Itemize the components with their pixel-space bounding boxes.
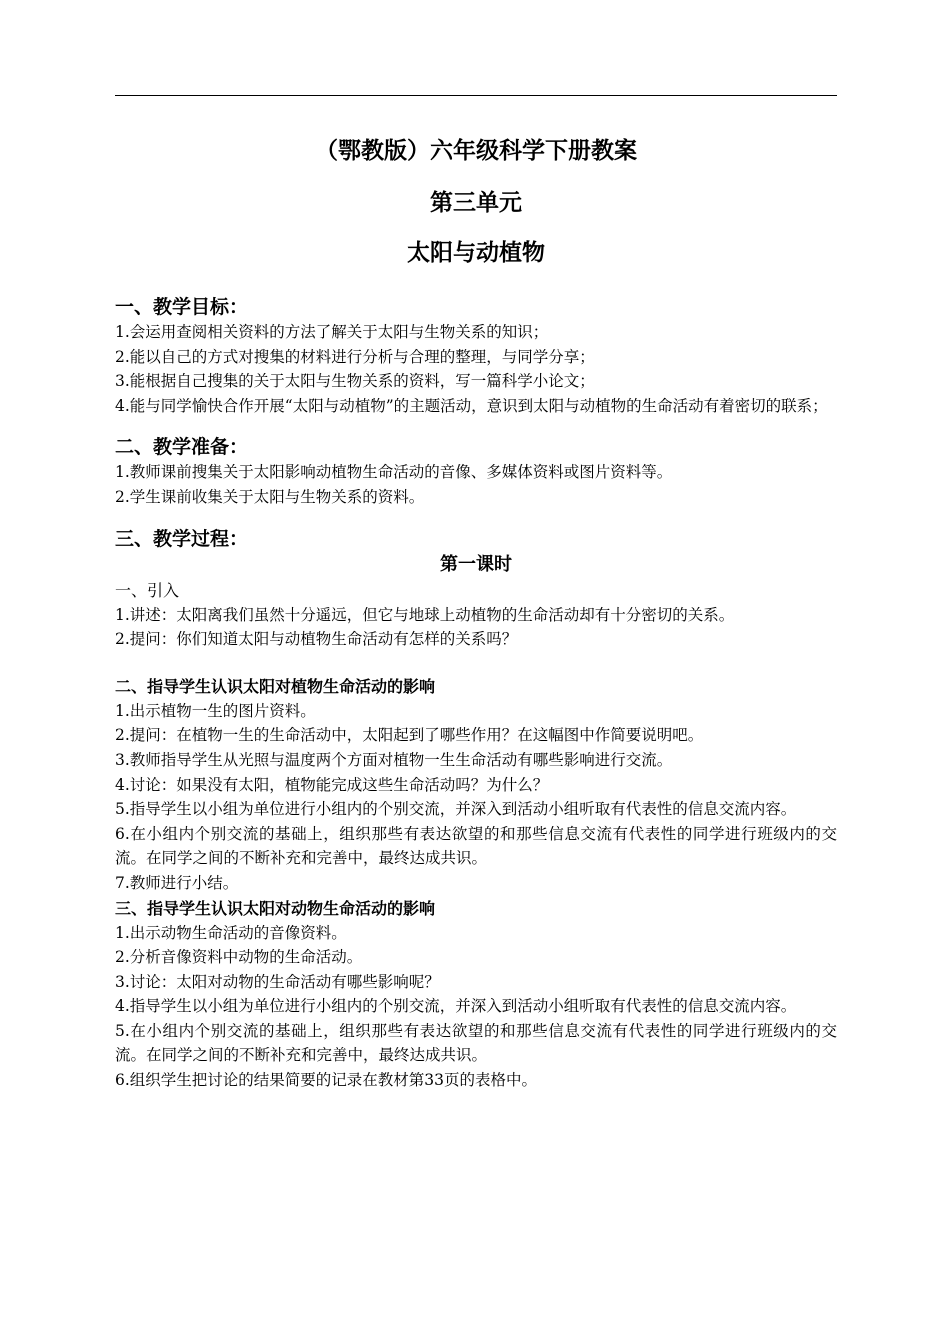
list-item: 3.能根据自己搜集的关于太阳与生物关系的资料，写一篇科学小论文；: [115, 372, 595, 391]
plants-subsection: [115, 674, 837, 896]
list-item: 3.讨论：太阳对动物的生命活动有哪些影响呢？: [115, 972, 440, 991]
list-item: 2.提问：你们知道太阳与动植物生命活动有怎样的关系吗？: [115, 630, 518, 649]
objectives-section: [115, 294, 837, 418]
list-item: 1.教师课前搜集关于太阳影响动植物生命活动的音像、多媒体资料或图片资料等。: [115, 463, 673, 482]
list-item: 3.教师指导学生从光照与温度两个方面对植物一生生命活动有哪些影响进行交流。: [115, 750, 673, 769]
list-item: 6.在小组内个别交流的基础上，组织那些有表达欲望的和那些信息交流有代表性的同学进行班级内的交流。在同学之间的不断补充和完善中，最终达成共识。: [115, 824, 837, 868]
section-heading: 一、教学目标：: [115, 296, 249, 318]
document-title: （鄂教版）六年级科学下册教案: [315, 138, 637, 164]
list-item: 1.会运用查阅相关资料的方法了解关于太阳与生物关系的知识；: [115, 323, 549, 341]
list-item: 5.指导学生以小组为单位进行小组内的个别交流，并深入到活动小组听取有代表性的信息交流内容。: [115, 800, 797, 819]
lesson-title: 太阳与动植物: [407, 240, 545, 266]
list-item: 4.能与同学愉快合作开展“太阳与动植物”的主题活动，意识到太阳与动植物的生命活动有着密切的联系；: [115, 396, 828, 415]
section-heading: 三、教学过程：: [115, 527, 249, 550]
animals-subsection: [115, 896, 837, 1093]
list-item: 1.讲述：太阳离我们虽然十分遥远，但它与地球上动植物的生命活动却有十分密切的关系。: [115, 605, 735, 624]
list-item: 5.在小组内个别交流的基础上，组织那些有表达欲望的和那些信息交流有代表性的同学进行班级内的交流。在同学之间的不断补充和完善中，最终达成共识。: [115, 1021, 837, 1065]
document-body: [115, 128, 837, 1093]
list-item: 4.指导学生以小组为单位进行小组内的个别交流，并深入到活动小组听取有代表性的信息交流内容。: [115, 997, 797, 1016]
list-item: 2.提问：在植物一生的生命活动中，太阳起到了哪些作用？在这幅图中作简要说明吧。: [115, 726, 704, 745]
lesson-period-label: 第一课时: [440, 553, 512, 575]
list-item: 1.出示动物生命活动的音像资料。: [115, 923, 347, 942]
list-item: 1.出示植物一生的图片资料。: [115, 701, 316, 720]
subsection-heading: 三、指导学生认识太阳对动物生命活动的影响: [115, 898, 436, 918]
subsection-heading: 一、引入: [115, 580, 180, 600]
list-item: 4.讨论：如果没有太阳，植物能完成这些生命活动吗？为什么？: [115, 775, 549, 794]
section-heading: 二、教学准备：: [115, 436, 249, 459]
subsection-heading: 二、指导学生认识太阳对植物生命活动的影响: [115, 676, 436, 696]
list-item: 2.能以自己的方式对搜集的材料进行分析与合理的整理，与同学分享；: [115, 347, 595, 366]
intro-subsection: [115, 578, 837, 652]
preparation-section: [115, 434, 837, 509]
list-item: 6.组织学生把讨论的结果简要的记录在教材第33页的表格中。: [115, 1071, 538, 1090]
list-item: 7.教师进行小结。: [115, 873, 239, 892]
header-rule: [115, 95, 837, 96]
list-item: 2.分析音像资料中动物的生命活动。: [115, 948, 363, 967]
list-item: 2.学生课前收集关于太阳与生物关系的资料。: [115, 487, 425, 506]
unit-title: 第三单元: [430, 190, 522, 216]
process-section: [115, 526, 837, 1093]
